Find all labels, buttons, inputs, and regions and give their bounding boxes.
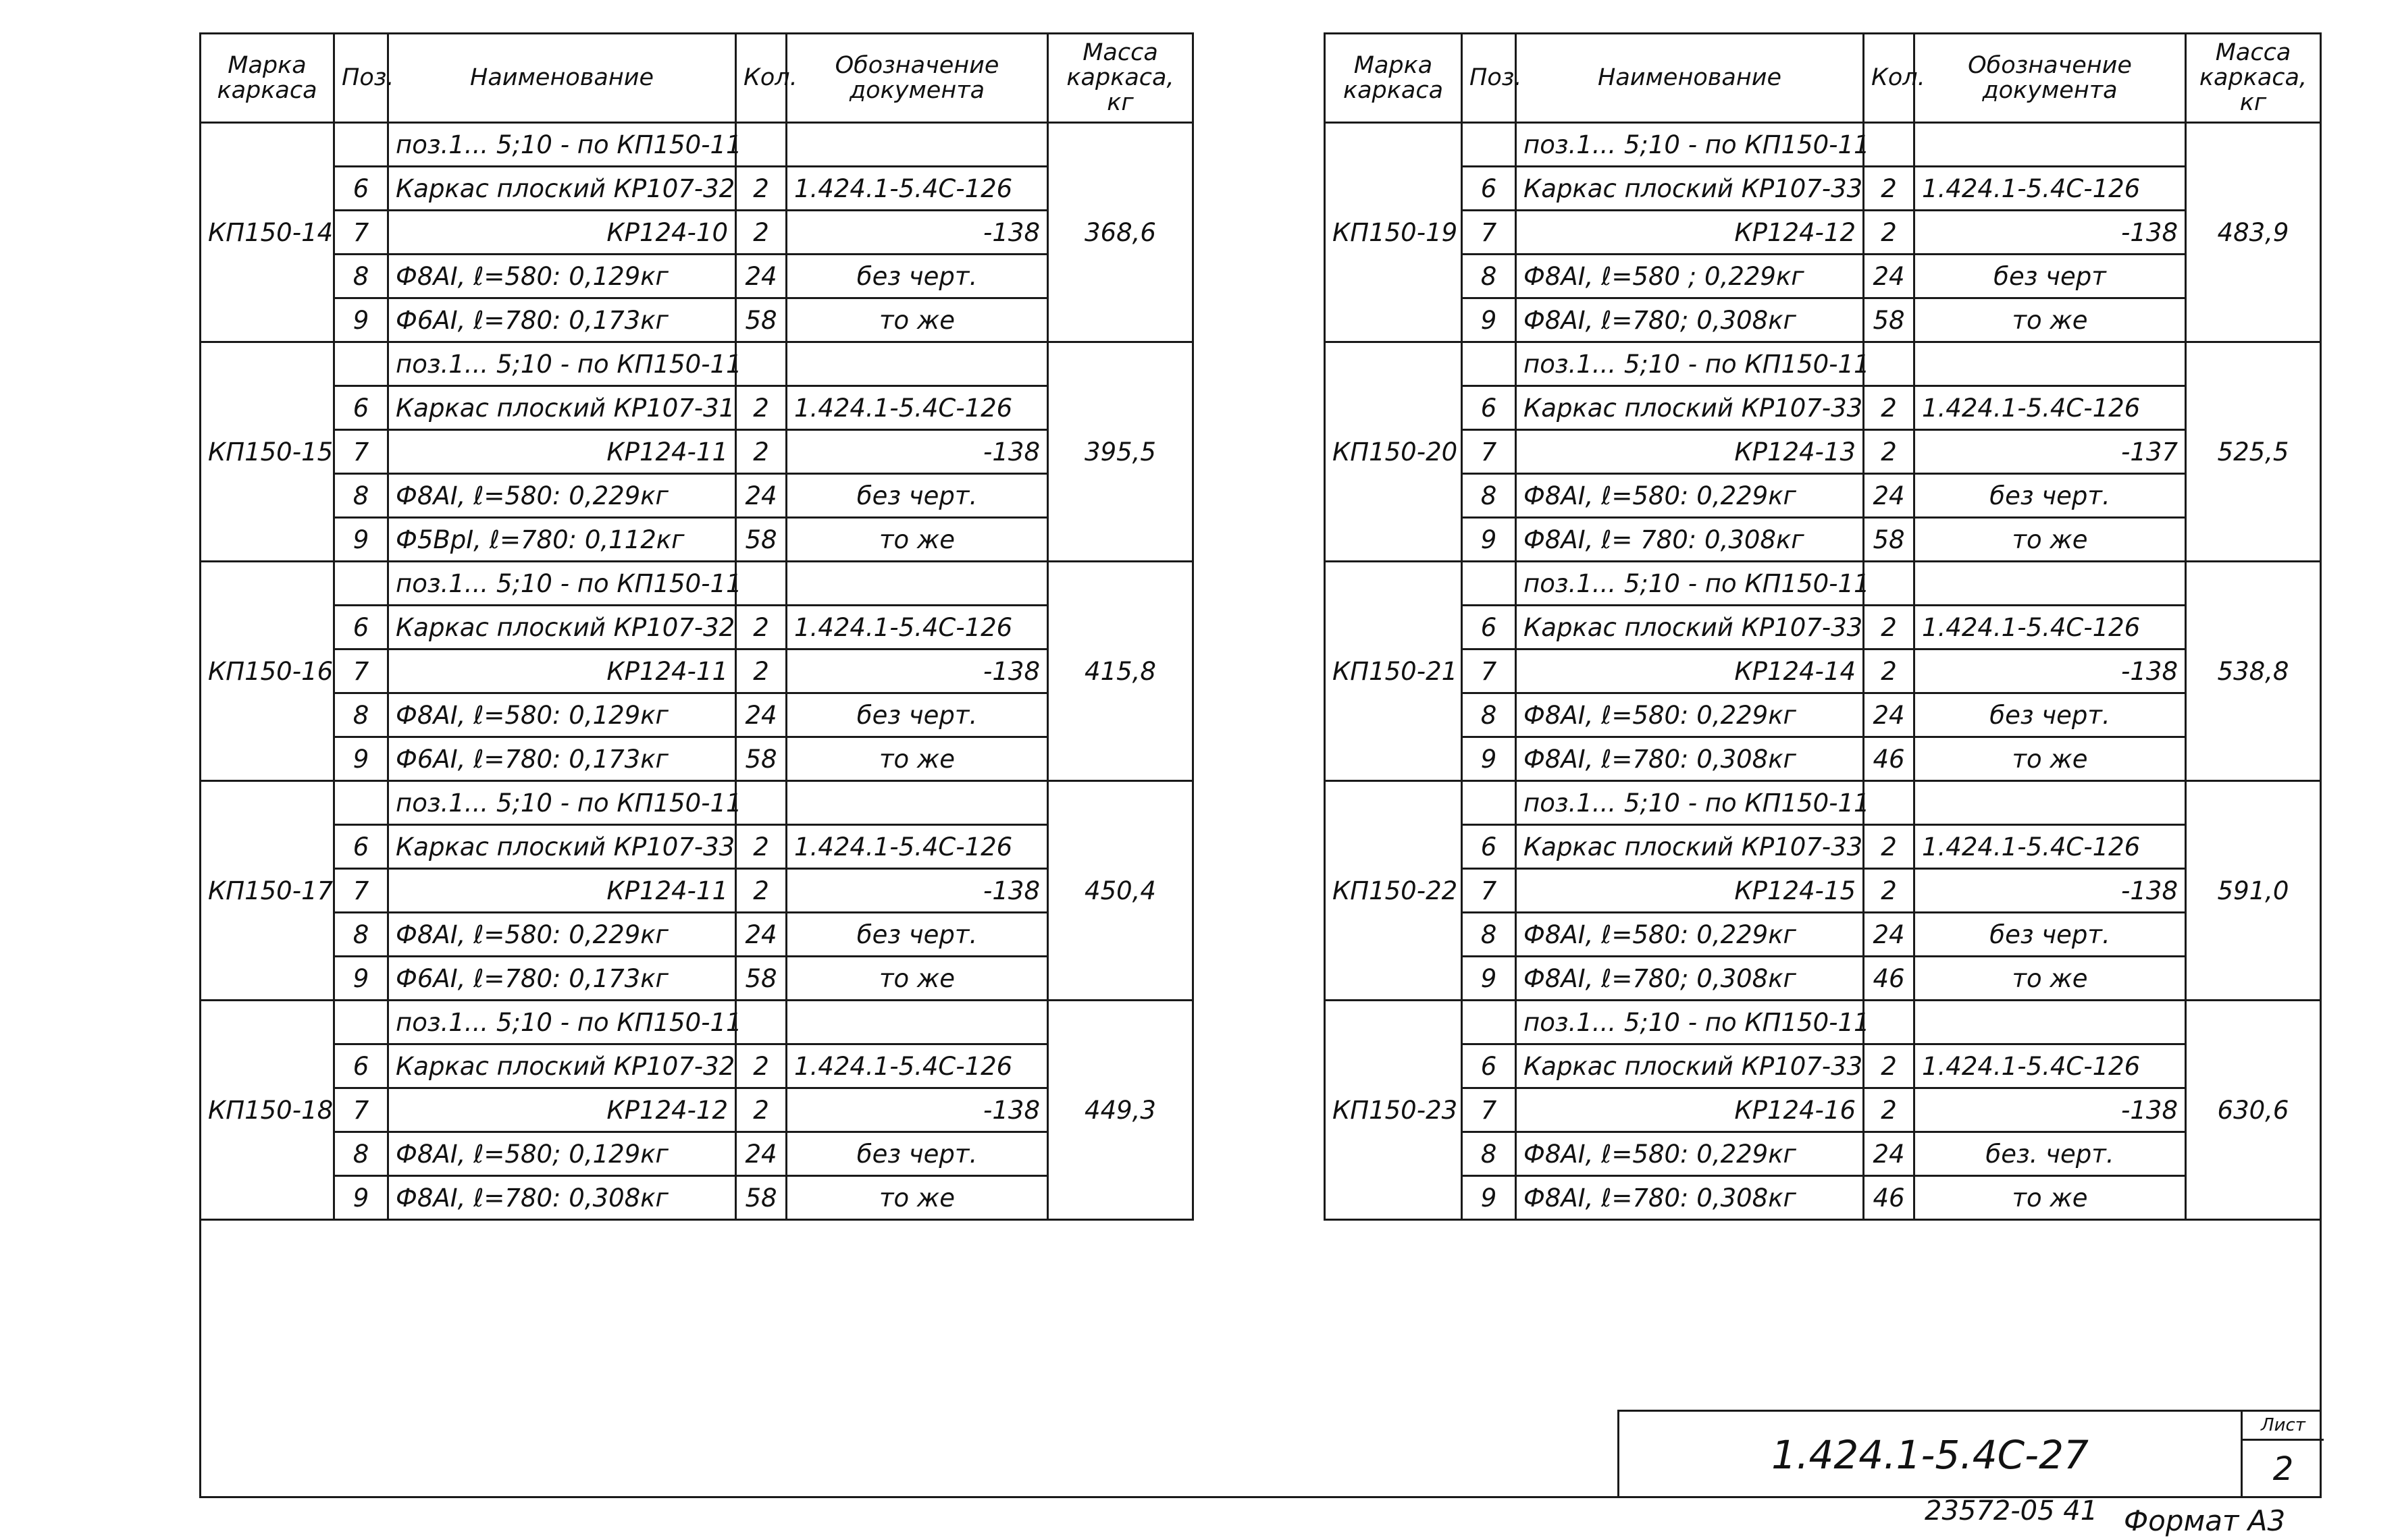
table-row (1325, 342, 2321, 386)
count-cell: 24 (736, 474, 787, 518)
name-cell: Ф8АI, ℓ=580: 0,229кг (1516, 1132, 1864, 1176)
name-cell: Ф8АI, ℓ=780: 0,308кг (1516, 737, 1864, 781)
header-doc: Обозначение документа (787, 34, 1048, 123)
table-row (201, 562, 1193, 606)
frame-mark: КП150-22 (1325, 781, 1462, 1001)
document-cell (787, 342, 1048, 386)
frame-mass: 449,3 (1048, 1001, 1193, 1220)
count-cell (736, 342, 787, 386)
name-cell: Ф8АI, ℓ=580: 0,229кг (388, 474, 736, 518)
table-row (1325, 211, 2321, 255)
position-cell: 9 (334, 1176, 388, 1220)
table-row (201, 693, 1193, 737)
position-cell: 8 (1462, 693, 1516, 737)
header-mass: Масса каркаса, кг (2186, 34, 2321, 123)
document-cell (1914, 781, 2186, 825)
table-row (201, 518, 1193, 562)
position-cell: 8 (1462, 1132, 1516, 1176)
document-cell: то же (1914, 518, 2186, 562)
document-cell (1914, 1001, 2186, 1044)
table-row (201, 1044, 1193, 1088)
frame-mark: КП150-20 (1325, 342, 1462, 562)
frame-mark: КП150-16 (201, 562, 334, 781)
position-cell: 9 (334, 737, 388, 781)
document-cell: то же (1914, 957, 2186, 1001)
table-row (201, 957, 1193, 1001)
document-cell: -138 (1914, 649, 2186, 693)
table-row (1325, 1132, 2321, 1176)
frame-mass: 450,4 (1048, 781, 1193, 1001)
position-cell: 7 (1462, 430, 1516, 474)
document-cell: без черт (1914, 255, 2186, 298)
count-cell: 24 (1864, 1132, 1914, 1176)
count-cell: 2 (736, 1088, 787, 1132)
name-cell: Ф8АI, ℓ=580: 0,129кг (388, 255, 736, 298)
spec-table-right (1324, 32, 2322, 1221)
count-cell (1864, 1001, 1914, 1044)
name-cell: Каркас плоский КР107-33 (1516, 167, 1864, 211)
sheet-number: 2 (2272, 1450, 2294, 1488)
name-cell: Ф8АI, ℓ=580: 0,129кг (388, 693, 736, 737)
position-cell: 6 (334, 606, 388, 649)
document-cell: без. черт. (1914, 1132, 2186, 1176)
name-cell: КР124-13 (1516, 430, 1864, 474)
position-cell: 6 (1462, 606, 1516, 649)
name-cell: Каркас плоский КР107-33 (388, 825, 736, 869)
header-name: Наименование (388, 34, 736, 123)
frame-mark: КП150-17 (201, 781, 334, 1001)
document-cell: без черт. (1914, 693, 2186, 737)
document-cell: без черт. (1914, 474, 2186, 518)
frame-mass: 395,5 (1048, 342, 1193, 562)
name-cell: Ф8АI, ℓ=780: 0,308кг (388, 1176, 736, 1220)
name-cell: поз.1... 5;10 - по КП150-11 (1516, 781, 1864, 825)
name-cell: Ф8АI, ℓ=580: 0,229кг (1516, 693, 1864, 737)
table-row (1325, 474, 2321, 518)
document-cell: -138 (787, 430, 1048, 474)
document-cell: -138 (787, 1088, 1048, 1132)
position-cell (1462, 1001, 1516, 1044)
name-cell: поз.1... 5;10 - по КП150-11 (1516, 562, 1864, 606)
count-cell: 58 (736, 298, 787, 342)
name-cell: Ф8АI, ℓ=780; 0,308кг (1516, 298, 1864, 342)
document-cell: без черт. (787, 913, 1048, 957)
name-cell: поз.1... 5;10 - по КП150-11 (1516, 123, 1864, 167)
position-cell: 9 (334, 518, 388, 562)
table-row (201, 1001, 1193, 1044)
name-cell: поз.1... 5;10 - по КП150-11 (388, 1001, 736, 1044)
count-cell: 24 (736, 693, 787, 737)
count-cell: 2 (1864, 869, 1914, 913)
frame-mass: 630,6 (2186, 1001, 2321, 1220)
document-cell: то же (1914, 298, 2186, 342)
position-cell: 7 (334, 869, 388, 913)
name-cell: КР124-15 (1516, 869, 1864, 913)
name-cell: Каркас плоский КР107-33 (1516, 386, 1864, 430)
count-cell (736, 123, 787, 167)
frame-mark: КП150-19 (1325, 123, 1462, 342)
position-cell: 9 (1462, 298, 1516, 342)
document-cell: то же (1914, 737, 2186, 781)
name-cell: КР124-10 (388, 211, 736, 255)
position-cell: 8 (334, 1132, 388, 1176)
position-cell: 6 (1462, 386, 1516, 430)
position-cell: 7 (334, 211, 388, 255)
table-row (1325, 1088, 2321, 1132)
spec-body-left (201, 34, 1193, 1220)
count-cell (736, 1001, 787, 1044)
frame-mass: 538,8 (2186, 562, 2321, 781)
table-row (201, 781, 1193, 825)
position-cell: 7 (1462, 1088, 1516, 1132)
position-cell: 8 (1462, 474, 1516, 518)
count-cell: 24 (1864, 255, 1914, 298)
document-cell: без черт. (787, 693, 1048, 737)
header-mark: Марка каркаса (201, 34, 334, 123)
document-cell: -138 (1914, 1088, 2186, 1132)
count-cell: 46 (1864, 737, 1914, 781)
position-cell (334, 342, 388, 386)
count-cell: 2 (736, 1044, 787, 1088)
count-cell: 58 (736, 957, 787, 1001)
table-row (1325, 1044, 2321, 1088)
count-cell: 2 (1864, 1044, 1914, 1088)
document-cell: 1.424.1-5.4С-126 (787, 606, 1048, 649)
header-pos: Поз. (334, 34, 388, 123)
count-cell: 2 (736, 167, 787, 211)
name-cell: Ф5ВрI, ℓ=780: 0,112кг (388, 518, 736, 562)
frame-mark: КП150-14 (201, 123, 334, 342)
count-cell: 2 (736, 649, 787, 693)
table-row (201, 474, 1193, 518)
position-cell: 7 (334, 1088, 388, 1132)
header-count: Кол. (736, 34, 787, 123)
document-cell: 1.424.1-5.4С-126 (787, 386, 1048, 430)
document-cell: 1.424.1-5.4С-126 (787, 167, 1048, 211)
position-cell: 6 (334, 825, 388, 869)
name-cell: Ф6АI, ℓ=780: 0,173кг (388, 737, 736, 781)
name-cell: поз.1... 5;10 - по КП150-11 (1516, 1001, 1864, 1044)
document-cell (787, 123, 1048, 167)
table-row (201, 606, 1193, 649)
title-block (1617, 1410, 2322, 1498)
name-cell: Каркас плоский КР107-33 (1516, 606, 1864, 649)
name-cell: Каркас плоский КР107-31 (388, 386, 736, 430)
position-cell: 7 (334, 649, 388, 693)
table-row (1325, 123, 2321, 167)
table-row (1325, 913, 2321, 957)
count-cell (1864, 123, 1914, 167)
name-cell: Ф6АI, ℓ=780: 0,173кг (388, 957, 736, 1001)
position-cell: 8 (1462, 913, 1516, 957)
position-cell: 6 (334, 167, 388, 211)
name-cell: Ф8АI, ℓ=780: 0,308кг (1516, 1176, 1864, 1220)
table-row (201, 298, 1193, 342)
count-cell: 2 (1864, 1088, 1914, 1132)
count-cell: 24 (1864, 913, 1914, 957)
table-row (201, 211, 1193, 255)
document-cell (1914, 562, 2186, 606)
position-cell: 9 (1462, 737, 1516, 781)
position-cell: 9 (1462, 1176, 1516, 1220)
name-cell: КР124-16 (1516, 1088, 1864, 1132)
count-cell: 2 (736, 386, 787, 430)
table-row (1325, 1176, 2321, 1220)
name-cell: КР124-12 (1516, 211, 1864, 255)
position-cell: 8 (334, 474, 388, 518)
table-row (1325, 649, 2321, 693)
position-cell: 6 (334, 1044, 388, 1088)
count-cell: 2 (1864, 386, 1914, 430)
document-cell (787, 562, 1048, 606)
table-row (201, 913, 1193, 957)
table-row (1325, 386, 2321, 430)
table-row (1325, 781, 2321, 825)
name-cell: Ф8АI, ℓ=580: 0,229кг (388, 913, 736, 957)
document-cell: без черт. (1914, 913, 2186, 957)
count-cell: 2 (1864, 606, 1914, 649)
name-cell: поз.1... 5;10 - по КП150-11 (388, 781, 736, 825)
document-cell: -138 (1914, 869, 2186, 913)
document-cell: 1.424.1-5.4С-126 (1914, 386, 2186, 430)
position-cell: 9 (334, 298, 388, 342)
name-cell: Ф6АI, ℓ=780: 0,173кг (388, 298, 736, 342)
name-cell: Каркас плоский КР107-33 (1516, 825, 1864, 869)
document-cell (1914, 342, 2186, 386)
table-row (201, 167, 1193, 211)
position-cell: 6 (1462, 825, 1516, 869)
header-count: Кол. (1864, 34, 1914, 123)
document-cell: без черт. (787, 1132, 1048, 1176)
count-cell: 2 (1864, 430, 1914, 474)
table-row (201, 649, 1193, 693)
position-cell: 7 (1462, 211, 1516, 255)
table-row (201, 869, 1193, 913)
document-cell: -137 (1914, 430, 2186, 474)
table-row (1325, 825, 2321, 869)
table-row (1325, 1001, 2321, 1044)
count-cell: 2 (736, 869, 787, 913)
document-cell: то же (1914, 1176, 2186, 1220)
document-cell: 1.424.1-5.4С-126 (1914, 167, 2186, 211)
count-cell: 24 (736, 1132, 787, 1176)
table-row (1325, 737, 2321, 781)
document-cell: то же (787, 737, 1048, 781)
paper-format: Формат А3 (2124, 1504, 2286, 1537)
position-cell (334, 123, 388, 167)
count-cell: 58 (1864, 298, 1914, 342)
frame-mark: КП150-21 (1325, 562, 1462, 781)
name-cell: поз.1... 5;10 - по КП150-11 (1516, 342, 1864, 386)
count-cell: 46 (1864, 1176, 1914, 1220)
frame-mass: 483,9 (2186, 123, 2321, 342)
name-cell: Ф8АI, ℓ=780; 0,308кг (1516, 957, 1864, 1001)
header-row (201, 34, 1193, 123)
name-cell: Ф8АI, ℓ=580: 0,229кг (1516, 913, 1864, 957)
frame-mark: КП150-23 (1325, 1001, 1462, 1220)
count-cell: 46 (1864, 957, 1914, 1001)
frame-mass: 368,6 (1048, 123, 1193, 342)
name-cell: КР124-14 (1516, 649, 1864, 693)
document-cell: 1.424.1-5.4С-126 (1914, 606, 2186, 649)
sheet-label: Лист (2243, 1412, 2324, 1441)
count-cell (736, 562, 787, 606)
position-cell: 7 (1462, 869, 1516, 913)
count-cell: 2 (1864, 211, 1914, 255)
document-cell: -138 (1914, 211, 2186, 255)
count-cell: 2 (736, 825, 787, 869)
name-cell: Ф8АI, ℓ=580 ; 0,229кг (1516, 255, 1864, 298)
count-cell: 58 (736, 518, 787, 562)
table-row (201, 342, 1193, 386)
position-cell: 9 (334, 957, 388, 1001)
table-row (1325, 518, 2321, 562)
count-cell (736, 781, 787, 825)
position-cell: 9 (1462, 518, 1516, 562)
count-cell (1864, 781, 1914, 825)
count-cell: 58 (736, 1176, 787, 1220)
count-cell: 2 (1864, 167, 1914, 211)
document-cell: 1.424.1-5.4С-126 (787, 825, 1048, 869)
table-row (1325, 255, 2321, 298)
frame-mass: 591,0 (2186, 781, 2321, 1001)
header-row (1325, 34, 2321, 123)
position-cell (334, 1001, 388, 1044)
table-row (201, 737, 1193, 781)
header-pos: Поз. (1462, 34, 1516, 123)
position-cell: 7 (1462, 649, 1516, 693)
document-cell: -138 (787, 649, 1048, 693)
document-cell: без черт. (787, 255, 1048, 298)
position-cell: 6 (1462, 167, 1516, 211)
position-cell: 7 (334, 430, 388, 474)
document-cell (787, 781, 1048, 825)
name-cell: Ф8АI, ℓ=580: 0,229кг (1516, 474, 1864, 518)
position-cell (1462, 781, 1516, 825)
table-row (201, 1176, 1193, 1220)
count-cell: 2 (736, 211, 787, 255)
table-row (1325, 957, 2321, 1001)
document-cell: -138 (787, 869, 1048, 913)
name-cell: КР124-11 (388, 430, 736, 474)
frame-mass: 415,8 (1048, 562, 1193, 781)
header-mass: Масса каркаса, кг (1048, 34, 1193, 123)
position-cell: 6 (1462, 1044, 1516, 1088)
position-cell (334, 562, 388, 606)
count-cell: 58 (1864, 518, 1914, 562)
name-cell: Ф8АI, ℓ= 780: 0,308кг (1516, 518, 1864, 562)
count-cell: 2 (736, 430, 787, 474)
name-cell: поз.1... 5;10 - по КП150-11 (388, 123, 736, 167)
header-name: Наименование (1516, 34, 1864, 123)
table-row (201, 123, 1193, 167)
document-cell: то же (787, 298, 1048, 342)
table-row (201, 825, 1193, 869)
document-cell: 1.424.1-5.4С-126 (787, 1044, 1048, 1088)
frame-mass: 525,5 (2186, 342, 2321, 562)
name-cell: Каркас плоский КР107-32 (388, 167, 736, 211)
position-cell (1462, 123, 1516, 167)
count-cell: 24 (736, 255, 787, 298)
count-cell: 24 (1864, 474, 1914, 518)
position-cell: 6 (334, 386, 388, 430)
document-cell (787, 1001, 1048, 1044)
count-cell: 2 (1864, 649, 1914, 693)
header-mark: Марка каркаса (1325, 34, 1462, 123)
position-cell (334, 781, 388, 825)
position-cell: 8 (1462, 255, 1516, 298)
spec-body-right (1325, 34, 2321, 1220)
table-row (201, 255, 1193, 298)
document-code: 1.424.1-5.4С-27 (1771, 1432, 2089, 1478)
table-row (1325, 869, 2321, 913)
table-row (201, 386, 1193, 430)
table-row (1325, 298, 2321, 342)
name-cell: поз.1... 5;10 - по КП150-11 (388, 562, 736, 606)
document-cell: без черт. (787, 474, 1048, 518)
table-row (1325, 693, 2321, 737)
count-cell: 2 (736, 606, 787, 649)
position-cell (1462, 342, 1516, 386)
table-row (201, 430, 1193, 474)
count-cell: 24 (736, 913, 787, 957)
document-cell: 1.424.1-5.4С-126 (1914, 1044, 2186, 1088)
name-cell: поз.1... 5;10 - по КП150-11 (388, 342, 736, 386)
frame-mark: КП150-18 (201, 1001, 334, 1220)
count-cell: 2 (1864, 825, 1914, 869)
document-cell: 1.424.1-5.4С-126 (1914, 825, 2186, 869)
table-row (201, 1132, 1193, 1176)
table-row (1325, 167, 2321, 211)
name-cell: Каркас плоский КР107-33 (1516, 1044, 1864, 1088)
position-cell (1462, 562, 1516, 606)
name-cell: Каркас плоский КР107-32 (388, 1044, 736, 1088)
position-cell: 8 (334, 693, 388, 737)
document-cell: то же (787, 518, 1048, 562)
table-row (201, 1088, 1193, 1132)
document-cell: -138 (787, 211, 1048, 255)
archive-number: 23572-05 41 (1925, 1495, 2098, 1526)
name-cell: Каркас плоский КР107-32 (388, 606, 736, 649)
position-cell: 9 (1462, 957, 1516, 1001)
name-cell: КР124-12 (388, 1088, 736, 1132)
document-cell: то же (787, 957, 1048, 1001)
count-cell: 24 (1864, 693, 1914, 737)
table-row (1325, 562, 2321, 606)
name-cell: КР124-11 (388, 869, 736, 913)
count-cell: 58 (736, 737, 787, 781)
name-cell: Ф8АI, ℓ=580; 0,129кг (388, 1132, 736, 1176)
document-cell: то же (787, 1176, 1048, 1220)
sheet-cell (2241, 1412, 2324, 1498)
table-row (1325, 430, 2321, 474)
document-cell (1914, 123, 2186, 167)
count-cell (1864, 342, 1914, 386)
frame-mark: КП150-15 (201, 342, 334, 562)
name-cell: КР124-11 (388, 649, 736, 693)
position-cell: 8 (334, 913, 388, 957)
header-doc: Обозначение документа (1914, 34, 2186, 123)
count-cell (1864, 562, 1914, 606)
spec-table-left (199, 32, 1194, 1221)
position-cell: 8 (334, 255, 388, 298)
table-row (1325, 606, 2321, 649)
